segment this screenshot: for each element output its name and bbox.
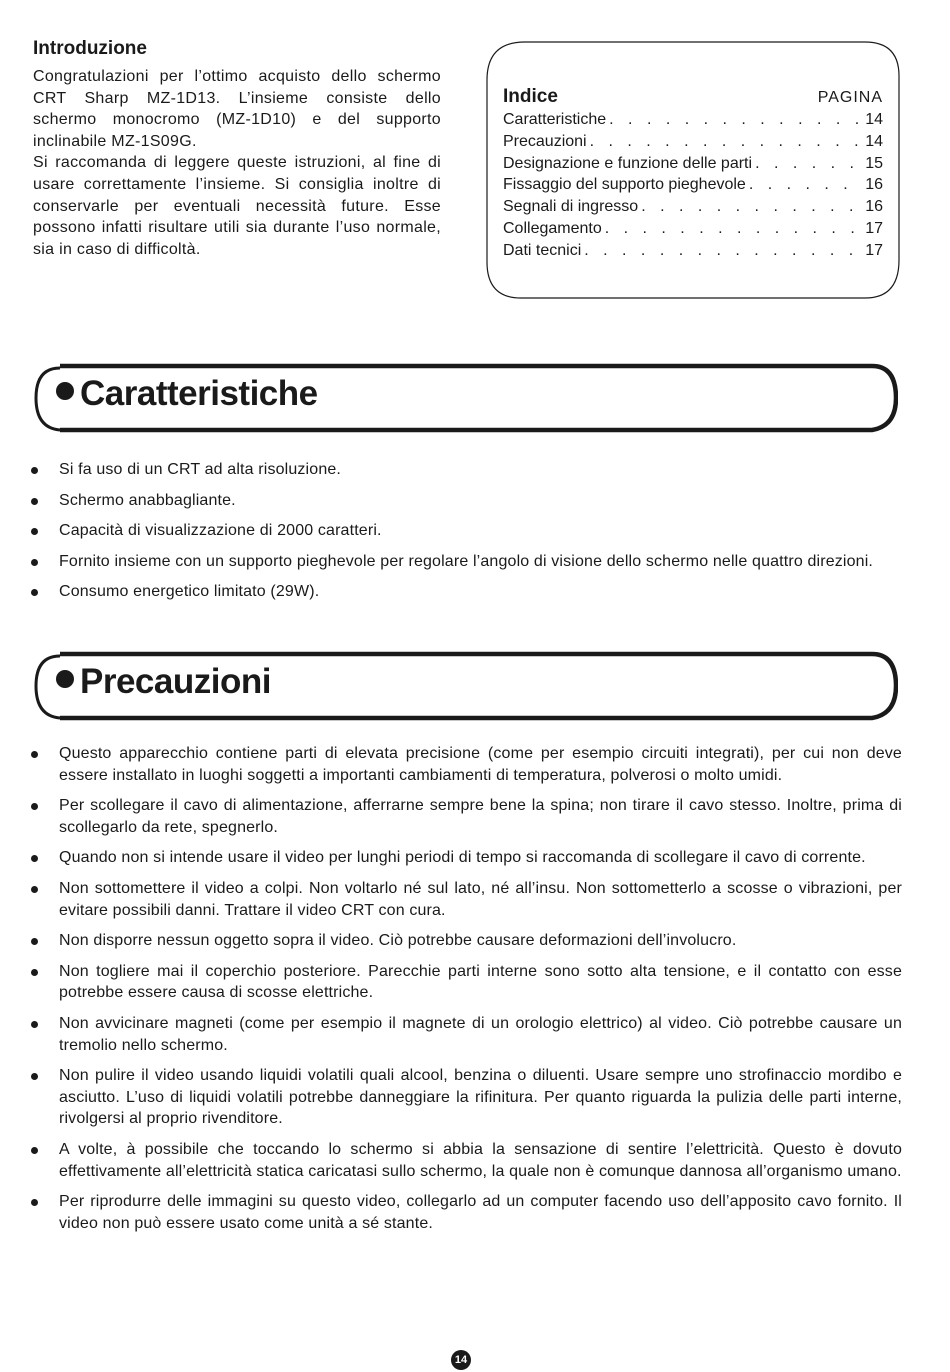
- bullet-icon: [31, 498, 38, 505]
- bullet-icon: [31, 855, 38, 862]
- toc-leader-dots: [605, 218, 862, 240]
- list-item: [30, 551, 902, 573]
- caratteristiche-list: [30, 459, 902, 603]
- list-item: [30, 930, 902, 952]
- list-item: [30, 1065, 902, 1130]
- toc-header: [503, 86, 883, 108]
- list-item: [30, 1191, 902, 1234]
- toc-content: [503, 86, 883, 262]
- bullet-icon: [31, 886, 38, 893]
- list-item-text: Capacità di visualizzazione di 2000 caratteri.: [59, 522, 382, 540]
- list-item: [30, 1139, 902, 1182]
- list-item-text: Non pulire il video usando liquidi volatili quali alcool, benzina o diluenti. Usare sempre uno strofinaccio mordibo e asciutto. L’uso di liquidi volatili potrebbe danneggiare la rifinitura. Per quanto riguarda la pulizia delle parti interne, rivolgersi al proprio rivenditore.: [59, 1067, 902, 1128]
- list-item: [30, 1013, 902, 1056]
- toc-leader-dots: [584, 240, 862, 262]
- toc-entry: [503, 131, 883, 153]
- bullet-icon: [31, 467, 38, 474]
- toc-entry-page: 14: [865, 111, 883, 128]
- list-item: [30, 520, 902, 542]
- list-item-text: Fornito insieme con un supporto pieghevole per regolare l’angolo di visione dello schermo nelle quattro direzioni.: [59, 552, 874, 570]
- caratteristiche-banner: [30, 362, 898, 434]
- toc-leader-dots: [641, 196, 862, 218]
- intro-paragraph-2: Si raccomanda di leggere queste istruzioni, al fine di usare correttamente l’insieme. Si consiglia inoltre di conservarle per eventuali necessità future. Esse possono infatti risultare utili sia durante l’uso normale, sia in caso di difficoltà.: [33, 154, 441, 258]
- toc-entry: [503, 109, 883, 131]
- toc-entry-page: 17: [865, 219, 883, 237]
- list-item: [30, 847, 902, 869]
- toc-leader-dots: [609, 109, 862, 131]
- toc-title: Indice: [503, 86, 558, 107]
- toc-entry: [503, 153, 883, 175]
- bullet-icon: [31, 1147, 38, 1154]
- toc-entry-label: Collegamento: [503, 219, 602, 237]
- toc-entry: [503, 218, 883, 240]
- intro-paragraph-1: Congratulazioni per l’ottimo acquisto dello schermo CRT Sharp MZ-1D13. L’insieme consiste dello schermo monocromo (MZ-1D10) e del supporto inclinabile MZ-1S09G.: [33, 68, 441, 150]
- toc-entry: [503, 174, 883, 196]
- list-item-text: Per riprodurre delle immagini su questo video, collegarlo ad un computer facendo uso dell’apposito cavo fornito. Il video non può essere usato come unità a sé stante.: [59, 1193, 902, 1232]
- bullet-dot-icon: [56, 670, 74, 688]
- caratteristiche-title-text: Caratteristiche: [80, 374, 318, 413]
- list-item: [30, 961, 902, 1004]
- toc-page-header: PAGINA: [817, 89, 883, 106]
- bullet-icon: [31, 559, 38, 566]
- list-item-text: Non sottomettere il video a colpi. Non voltarlo né sul lato, né all’insu. Non sottometterlo a scosse o vibrazioni, per evitare possibili danni. Trattare il video CRT con cura.: [59, 879, 902, 919]
- caratteristiche-title: [56, 372, 318, 416]
- bullet-icon: [31, 751, 38, 758]
- bullet-icon: [31, 1021, 38, 1028]
- list-item: [30, 878, 902, 921]
- bullet-icon: [31, 589, 38, 596]
- precauzioni-list: [30, 743, 902, 1234]
- page-number: 14: [451, 1350, 471, 1370]
- precauzioni-title-text: Precauzioni: [80, 662, 271, 701]
- toc-entry: [503, 240, 883, 262]
- list-item: [30, 459, 902, 481]
- list-item-text: Si fa uso di un CRT ad alta risoluzione.: [59, 461, 342, 478]
- toc-entry: [503, 196, 883, 218]
- bullet-icon: [31, 1199, 38, 1206]
- intro-section: [33, 38, 441, 260]
- bullet-icon: [31, 969, 38, 976]
- toc-entry-label: Dati tecnici: [503, 241, 582, 259]
- toc-entry-label: Precauzioni: [503, 132, 587, 150]
- toc-entry-label: Designazione e funzione delle parti: [503, 154, 753, 172]
- list-item-text: Questo apparecchio contiene parti di elevata precisione (come per esempio circuiti integrati), per cui non deve essere installato in luoghi soggetti a importanti cambiamenti di temperatura, polverosi o molto umidi.: [59, 745, 902, 784]
- bullet-icon: [31, 528, 38, 535]
- toc-leader-dots: [590, 131, 863, 153]
- list-item-text: Per scollegare il cavo di alimentazione, afferrarne sempre bene la spina; non tirare il cavo stesso. Inoltre, prima di scollegarlo da rete, spegnerlo.: [59, 797, 902, 836]
- toc-entry-page: 16: [865, 176, 883, 194]
- toc-entry-label: Segnali di ingresso: [503, 198, 639, 216]
- list-item-text: Schermo anabbagliante.: [59, 491, 236, 509]
- precauzioni-banner: [30, 650, 898, 722]
- list-item-text: A volte, à possibile che toccando lo schermo si abbia la sensazione di sentire l’elettricità. Questo è dovuto effettivamente all’elettricità statica caricatasi sullo schermo, la quale non è comunque dannosa all’organismo umano.: [59, 1140, 902, 1180]
- toc-entry-page: 14: [865, 132, 883, 150]
- toc-leader-dots: [749, 174, 862, 196]
- precauzioni-title: [56, 660, 271, 704]
- list-item: [30, 743, 902, 786]
- toc-entry-page: 16: [865, 198, 883, 216]
- toc-entry-page: 17: [865, 241, 883, 259]
- table-of-contents: [485, 40, 901, 300]
- bullet-icon: [31, 803, 38, 810]
- intro-title: Introduzione: [33, 38, 147, 59]
- list-item-text: Non avvicinare magneti (come per esempio il magnete di un orologio elettrico) al video. Ciò potrebbe causare un tremolio nello schermo.: [59, 1014, 902, 1054]
- list-item-text: Non disporre nessun oggetto sopra il video. Ciò potrebbe causare deformazioni dell’involucro.: [59, 932, 737, 950]
- list-item: [30, 795, 902, 838]
- toc-entry-page: 15: [865, 154, 883, 172]
- list-item: [30, 581, 902, 603]
- bullet-dot-icon: [56, 382, 74, 400]
- toc-leader-dots: [755, 153, 862, 175]
- list-item-text: Quando non si intende usare il video per lunghi periodi di tempo si raccomanda di scollegare il cavo di corrente.: [59, 849, 866, 867]
- bullet-icon: [31, 938, 38, 945]
- list-item-text: Non togliere mai il coperchio posteriore. Parecchie parti interne sono sotto alta tensione, e il contatto con esse potrebbe essere causa di scosse elettriche.: [59, 962, 902, 1002]
- list-item: [30, 490, 902, 512]
- toc-entry-label: Caratteristiche: [503, 111, 607, 128]
- toc-entry-label: Fissaggio del supporto pieghevole: [503, 176, 746, 194]
- bullet-icon: [31, 1073, 38, 1080]
- list-item-text: Consumo energetico limitato (29W).: [59, 583, 320, 601]
